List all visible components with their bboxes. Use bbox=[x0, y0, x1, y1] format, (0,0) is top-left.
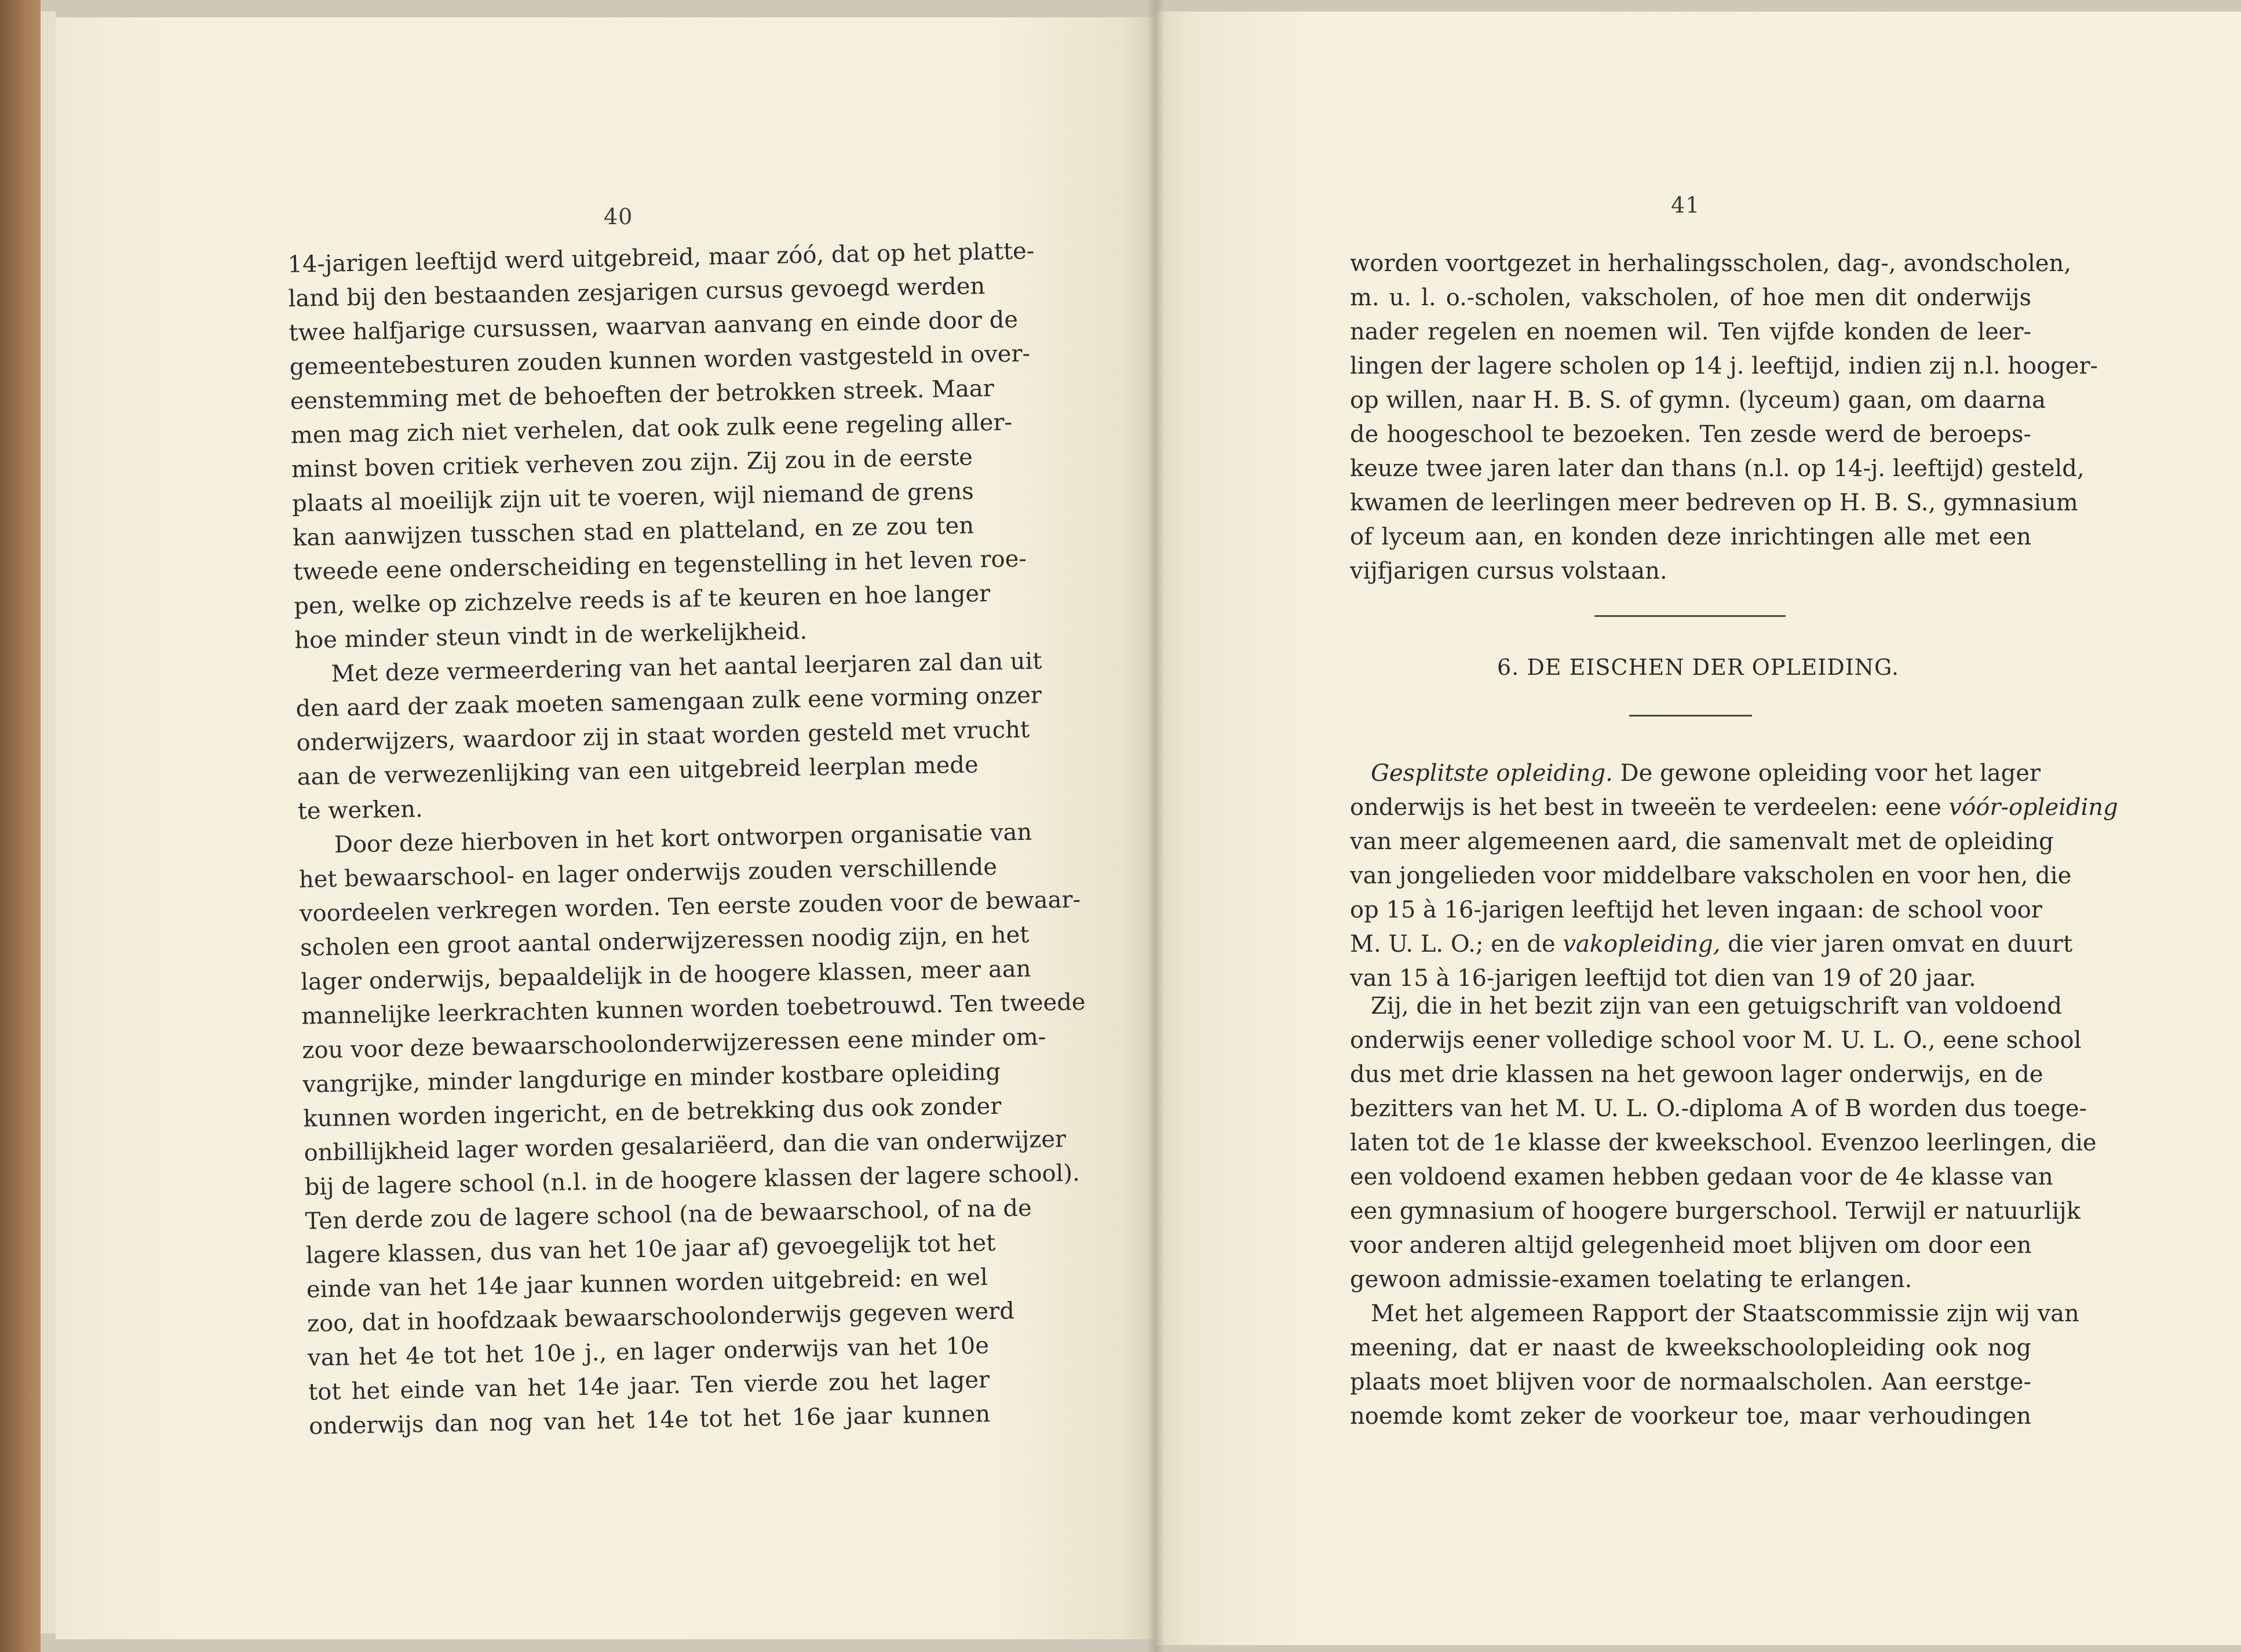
text-span: De gewone opleiding voor het lager bbox=[1612, 760, 2041, 787]
text-line: gewoon admissie-examen toelating te erlangen. bbox=[1350, 1266, 1912, 1293]
text-line bbox=[1350, 927, 2073, 962]
text-line: pen, welke op zichzelve reeds is af te keuren en hoe langer bbox=[293, 580, 991, 620]
text-line: op willen, naar H. B. S. of gymn. (lyceum) gaan, om daarna bbox=[1350, 387, 2046, 414]
text-line: den aard der zaak moeten samengaan zulk eene vorming onzer bbox=[295, 682, 1042, 722]
text-line: plaats moet blijven voor de normaalscholen. Aan eerstge- bbox=[1350, 1369, 2031, 1395]
text-line: hoe minder steun vindt in de werkelijkheid. bbox=[294, 617, 808, 654]
italic-term: vóór-opleiding bbox=[1948, 794, 2118, 821]
text-line: Zij, die in het bezit zijn van een getuigschrift van voldoend bbox=[1371, 993, 2062, 1019]
text-line: van 15 à 16-jarigen leeftijd tot dien van 19 of 20 jaar. bbox=[1350, 965, 1976, 992]
text-line: op 15 à 16-jarigen leeftijd het leven ingaan: de school voor bbox=[1350, 897, 2042, 923]
text-span: onderwijs is het best in tweeën te verdeelen: eene bbox=[1350, 794, 1949, 821]
text-line: bij de lagere school (n.l. in de hoogere klassen der lagere school). bbox=[304, 1160, 1081, 1201]
text-line bbox=[1350, 791, 2118, 825]
text-line: tot het einde van het 14e jaar. Ten vierde zou het lager bbox=[308, 1366, 990, 1406]
text-line: gemeentebesturen zouden kunnen worden vastgesteld in over- bbox=[289, 340, 1031, 381]
text-line: onderwijs eener volledige school voor M. U. L. O., eene school bbox=[1350, 1027, 2082, 1054]
text-line: vijfjarigen cursus volstaan. bbox=[1350, 558, 1667, 584]
text-line: worden voortgezet in herhalingsscholen, dag-, avondscholen, bbox=[1350, 250, 2071, 277]
text-line: scholen een groot aantal onderwijzeressen noodig zijn, en het bbox=[300, 921, 1030, 962]
text-line: van het 4e tot het 10e j., en lager onderwijs van het 10e bbox=[307, 1332, 990, 1372]
text-line: voordeelen verkregen worden. Ten eerste zouden voor de bewaar- bbox=[299, 886, 1081, 927]
italic-term: vakopleiding, bbox=[1563, 931, 1721, 957]
right-page-number: 41 bbox=[1671, 192, 1700, 218]
text-line: onderwijzers, waardoor zij in staat worden gesteld met vrucht bbox=[296, 716, 1030, 756]
text-line: vangrijke, minder langdurige en minder kostbare opleiding bbox=[302, 1058, 1001, 1098]
text-line: nader regelen en noemen wil. Ten vijfde konden de leer- bbox=[1350, 319, 2031, 345]
text-line: eenstemming met de behoeften der betrokken streek. Maar bbox=[290, 375, 995, 415]
text-line: plaats al moeilijk zijn uit te voeren, wijl niemand de grens bbox=[291, 478, 974, 517]
text-line: van meer algemeenen aard, die samenvalt met de opleiding bbox=[1350, 828, 2054, 855]
divider-rule-bottom bbox=[1629, 715, 1752, 717]
right-page-text-middle bbox=[1350, 756, 2118, 996]
text-line: van jongelieden voor middelbare vakscholen en voor hen, die bbox=[1350, 862, 2072, 889]
text-line: Met deze vermeerdering van het aantal leerjaren zal dan uit bbox=[331, 648, 1042, 688]
text-line: mannelijke leerkrachten kunnen worden toebetrouwd. Ten tweede bbox=[301, 988, 1086, 1030]
left-page-text bbox=[287, 235, 1086, 1443]
text-line: voor anderen altijd gelegenheid moet blijven om door een bbox=[1350, 1232, 2032, 1259]
text-line: land bij den bestaanden zesjarigen cursus gevoegd werden bbox=[288, 272, 986, 312]
text-line: laten tot de 1e klasse der kweekschool. Evenzoo leerlingen, die bbox=[1350, 1130, 2097, 1156]
left-page-number: 40 bbox=[604, 204, 633, 229]
right-page-text-bottom bbox=[1350, 989, 2097, 1434]
text-line: einde van het 14e jaar kunnen worden uitgebreid: en wel bbox=[306, 1264, 988, 1303]
text-line: tweede eene onderscheiding en tegenstelling in het leven roe- bbox=[293, 545, 1027, 586]
text-line: een voldoend examen hebben gedaan voor de 4e klasse van bbox=[1350, 1164, 2053, 1190]
text-line: 14-jarigen leeftijd werd uitgebreid, maar zóó, dat op het platte- bbox=[287, 237, 1035, 278]
text-line: lager onderwijs, bepaaldelijk in de hoogere klassen, meer aan bbox=[300, 955, 1031, 996]
page-stack-edge bbox=[41, 12, 56, 1633]
text-line: aan de verwezenlijking van een uitgebreid leerplan mede bbox=[297, 751, 979, 791]
text-line: zou voor deze bewaarschoolonderwijzeressen eene minder om- bbox=[301, 1024, 1046, 1064]
text-line: m. u. l. o.-scholen, vakscholen, of hoe men dit onderwijs bbox=[1350, 284, 2031, 311]
text-line: minst boven critiek verheven zou zijn. Zij zou in de eerste bbox=[291, 444, 973, 483]
text-line bbox=[1350, 756, 2041, 791]
text-line: men mag zich niet verhelen, dat ook zulk eene regeling aller- bbox=[290, 409, 1013, 449]
text-line: dus met drie klassen na het gewoon lager onderwijs, en de bbox=[1350, 1061, 2043, 1088]
text-line: Ten derde zou de lagere school (na de bewaarschool, of na de bbox=[305, 1194, 1032, 1235]
text-line: twee halfjarige cursussen, waarvan aanvang en einde door de bbox=[289, 306, 1019, 346]
text-line: een gymnasium of hoogere burgerschool. Terwijl er natuurlijk bbox=[1350, 1198, 2081, 1225]
text-line: onbillijkheid lager worden gesalariëerd, dan die van onderwijzer bbox=[304, 1125, 1067, 1167]
text-line: onderwijs dan nog van het 14e tot het 16e jaar kunnen bbox=[308, 1401, 991, 1440]
section-heading: 6. DE EISCHEN DER OPLEIDING. bbox=[1497, 655, 1900, 680]
text-span: M. U. L. O.; en de bbox=[1350, 931, 1563, 957]
text-line: lagere klassen, dus van het 10e jaar af) gevoegelijk tot het bbox=[305, 1229, 996, 1269]
text-line: Met het algemeen Rapport der Staatscommissie zijn wij van bbox=[1371, 1300, 2079, 1327]
italic-lead: Gesplitste opleiding. bbox=[1371, 760, 1613, 787]
divider-rule-top bbox=[1594, 615, 1786, 617]
right-page-text-top bbox=[1350, 247, 2098, 589]
text-line: keuze twee jaren later dan thans (n.l. op 14-j. leeftijd) gesteld, bbox=[1350, 455, 2085, 482]
text-line: of lyceum aan, en konden deze inrichtingen alle met een bbox=[1350, 524, 2031, 550]
text-line: de hoogeschool te bezoeken. Ten zesde werd de beroeps- bbox=[1350, 421, 2031, 448]
text-line: lingen der lagere scholen op 14 j. leeftijd, indien zij n.l. hooger- bbox=[1350, 353, 2098, 379]
text-line: kan aanwijzen tusschen stad en platteland, en ze zou ten bbox=[292, 512, 974, 551]
text-line: het bewaarschool- en lager onderwijs zouden verschillende bbox=[298, 853, 998, 893]
book-cover-edge bbox=[0, 0, 41, 1652]
text-line: Door deze hierboven in het kort ontworpen organisatie van bbox=[334, 818, 1032, 858]
text-line: kwamen de leerlingen meer bedreven op H. B. S., gymnasium bbox=[1350, 489, 2078, 516]
text-line: meening, dat er naast de kweekschoolopleiding ook nog bbox=[1350, 1335, 2031, 1361]
text-line: bezitters van het M. U. L. O.-diploma A of B worden dus toege- bbox=[1350, 1095, 2087, 1122]
text-line: zoo, dat in hoofdzaak bewaarschoolonderwijs gegeven werd bbox=[306, 1298, 1015, 1337]
text-line: kunnen worden ingericht, en de betrekking dus ook zonder bbox=[303, 1092, 1002, 1132]
text-line: te werken. bbox=[297, 795, 424, 825]
book-gutter bbox=[1147, 0, 1165, 1652]
text-span: die vier jaren omvat en duurt bbox=[1720, 931, 2073, 957]
text-line: noemde komt zeker de voorkeur toe, maar verhoudingen bbox=[1350, 1403, 2031, 1430]
